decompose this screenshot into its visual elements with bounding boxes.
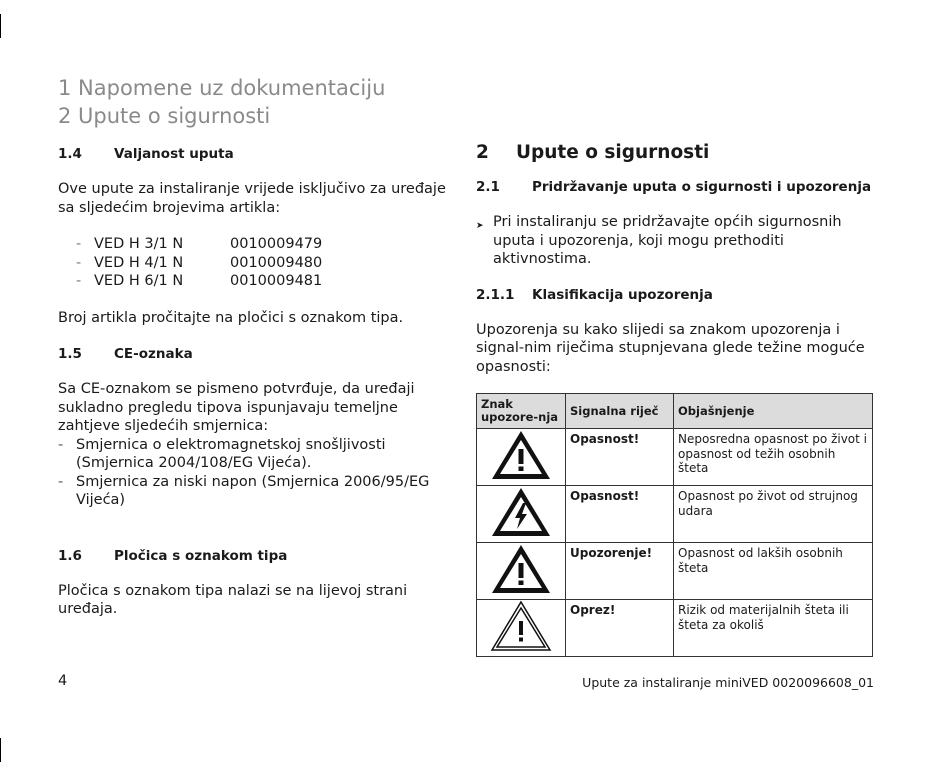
signal-word: Opasnost!: [566, 486, 674, 543]
section-title: Pločica s oznakom tipa: [114, 547, 288, 564]
signal-word: Opasnost!: [566, 429, 674, 486]
directive-text: Smjernica o elektromagnetskoj snošljivosti (Smjernica 2004/108/EG Vijeća).: [76, 436, 386, 471]
section-number: 2.1.1: [476, 286, 515, 303]
explanation: Opasnost po život od strujnog udara: [674, 486, 873, 543]
validity-intro: Ove upute za instaliranje vrijede isključivo za uređaje sa sljedećim brojevima artikla:: [58, 181, 446, 216]
right-column: [476, 142, 876, 657]
page-number: 4: [58, 673, 68, 689]
section-title: Pridržavanje uputa o sigurnosti i upozorenja: [532, 179, 872, 195]
warning-sign-cell: [477, 600, 566, 657]
type-plate-text: Pločica s oznakom tipa nalazi se na lijevoj strani uređaja.: [58, 582, 408, 617]
electric-shock-icon: [490, 486, 552, 538]
bullet-text: Pri instaliranju se pridržavajte općih sigurnosnih uputa i upozorenja, koji mogu prethoditi aktivnostima.: [493, 214, 842, 267]
instruction-bullet: [476, 213, 876, 269]
article-row: [58, 235, 450, 254]
list-item: [58, 473, 450, 510]
table-header-row: [477, 394, 873, 429]
warning-sign-cell: [477, 543, 566, 600]
warning-exclamation-icon: [490, 543, 552, 595]
list-item: [58, 436, 450, 473]
left-column: [58, 146, 450, 619]
section-number: 1.4: [58, 146, 82, 162]
table-row: [477, 543, 873, 600]
column-header-signal-word: Signalna riječ: [566, 394, 674, 429]
header-line-2: 2 Upute o sigurnosti: [58, 104, 271, 128]
explanation: Opasnost od lakših osobnih šteta: [674, 543, 873, 600]
crop-mark-bottom: [0, 738, 1, 762]
article-number: 0010009479: [230, 236, 323, 252]
signal-word: Upozorenje!: [566, 543, 674, 600]
list-dash: -: [76, 273, 82, 289]
article-row: [58, 254, 450, 273]
section-title: Valjanost uputa: [114, 146, 234, 162]
section-number: 2: [476, 142, 489, 163]
warning-classification-intro: Upozorenja su kako slijedi sa znakom upozorenja i signal-nim riječima stupnjevana glede težine moguće opasnosti:: [476, 321, 865, 375]
header-line-1: 1 Napomene uz dokumentaciju: [58, 76, 386, 100]
article-model: VED H 3/1 N: [94, 236, 184, 252]
section-number: 1.6: [58, 547, 82, 564]
list-dash: -: [58, 436, 64, 453]
table-row: [477, 429, 873, 486]
explanation: Neposredna opasnost po život i opasnost od težih osobnih šteta: [674, 429, 873, 486]
column-header-explanation: Objašnjenje: [674, 394, 873, 429]
list-dash: -: [58, 473, 64, 490]
directive-text: Smjernica za niski napon (Smjernica 2006/95/EG Vijeća): [76, 473, 430, 508]
section-1-6-heading: [58, 548, 450, 564]
warning-sign-cell: [477, 429, 566, 486]
article-number: 0010009480: [230, 254, 323, 271]
section-title: Klasifikacija upozorenja: [532, 286, 713, 303]
article-model: VED H 6/1 N: [94, 273, 184, 289]
table-row: [477, 486, 873, 543]
bullet-arrow-icon: ➤: [476, 221, 484, 231]
section-title: Upute o sigurnosti: [516, 142, 710, 163]
section-number: 1.5: [58, 346, 82, 362]
article-number: 0010009481: [230, 273, 323, 289]
article-number-note: Broj artikla pročitajte na pločici s oznakom tipa.: [58, 309, 404, 326]
section-1-5-heading: [58, 346, 450, 362]
section-2-1-heading: [476, 179, 876, 195]
article-list: [58, 235, 450, 291]
directive-list: [58, 436, 450, 510]
column-header-sign: Znak upozore-nja: [477, 394, 566, 429]
crop-mark-top: [0, 14, 1, 38]
section-title: CE-oznaka: [114, 346, 193, 362]
list-dash: -: [76, 254, 82, 271]
section-2-heading: [476, 142, 876, 163]
warning-sign-cell: [477, 486, 566, 543]
document-reference: Upute za instaliranje miniVED 0020096608_01: [582, 675, 874, 690]
section-1-4-heading: [58, 146, 450, 162]
section-number: 2.1: [476, 179, 500, 195]
table-row: [477, 600, 873, 657]
section-2-1-1-heading: [476, 287, 876, 303]
signal-word: Oprez!: [566, 600, 674, 657]
running-header: [58, 74, 385, 130]
explanation: Rizik od materijalnih šteta ili šteta za okoliš: [674, 600, 873, 657]
ce-intro: Sa CE-oznakom se pismeno potvrđuje, da uređaji sukladno pregledu tipova ispunjavaju temeljne zahtjeve sljedećih smjernica:: [58, 381, 415, 434]
warning-table: [476, 393, 873, 657]
list-dash: -: [76, 236, 82, 252]
danger-exclamation-icon: [490, 429, 552, 481]
article-model: VED H 4/1 N: [94, 254, 184, 271]
article-row: [58, 272, 450, 291]
caution-exclamation-outline-icon: [490, 600, 552, 652]
